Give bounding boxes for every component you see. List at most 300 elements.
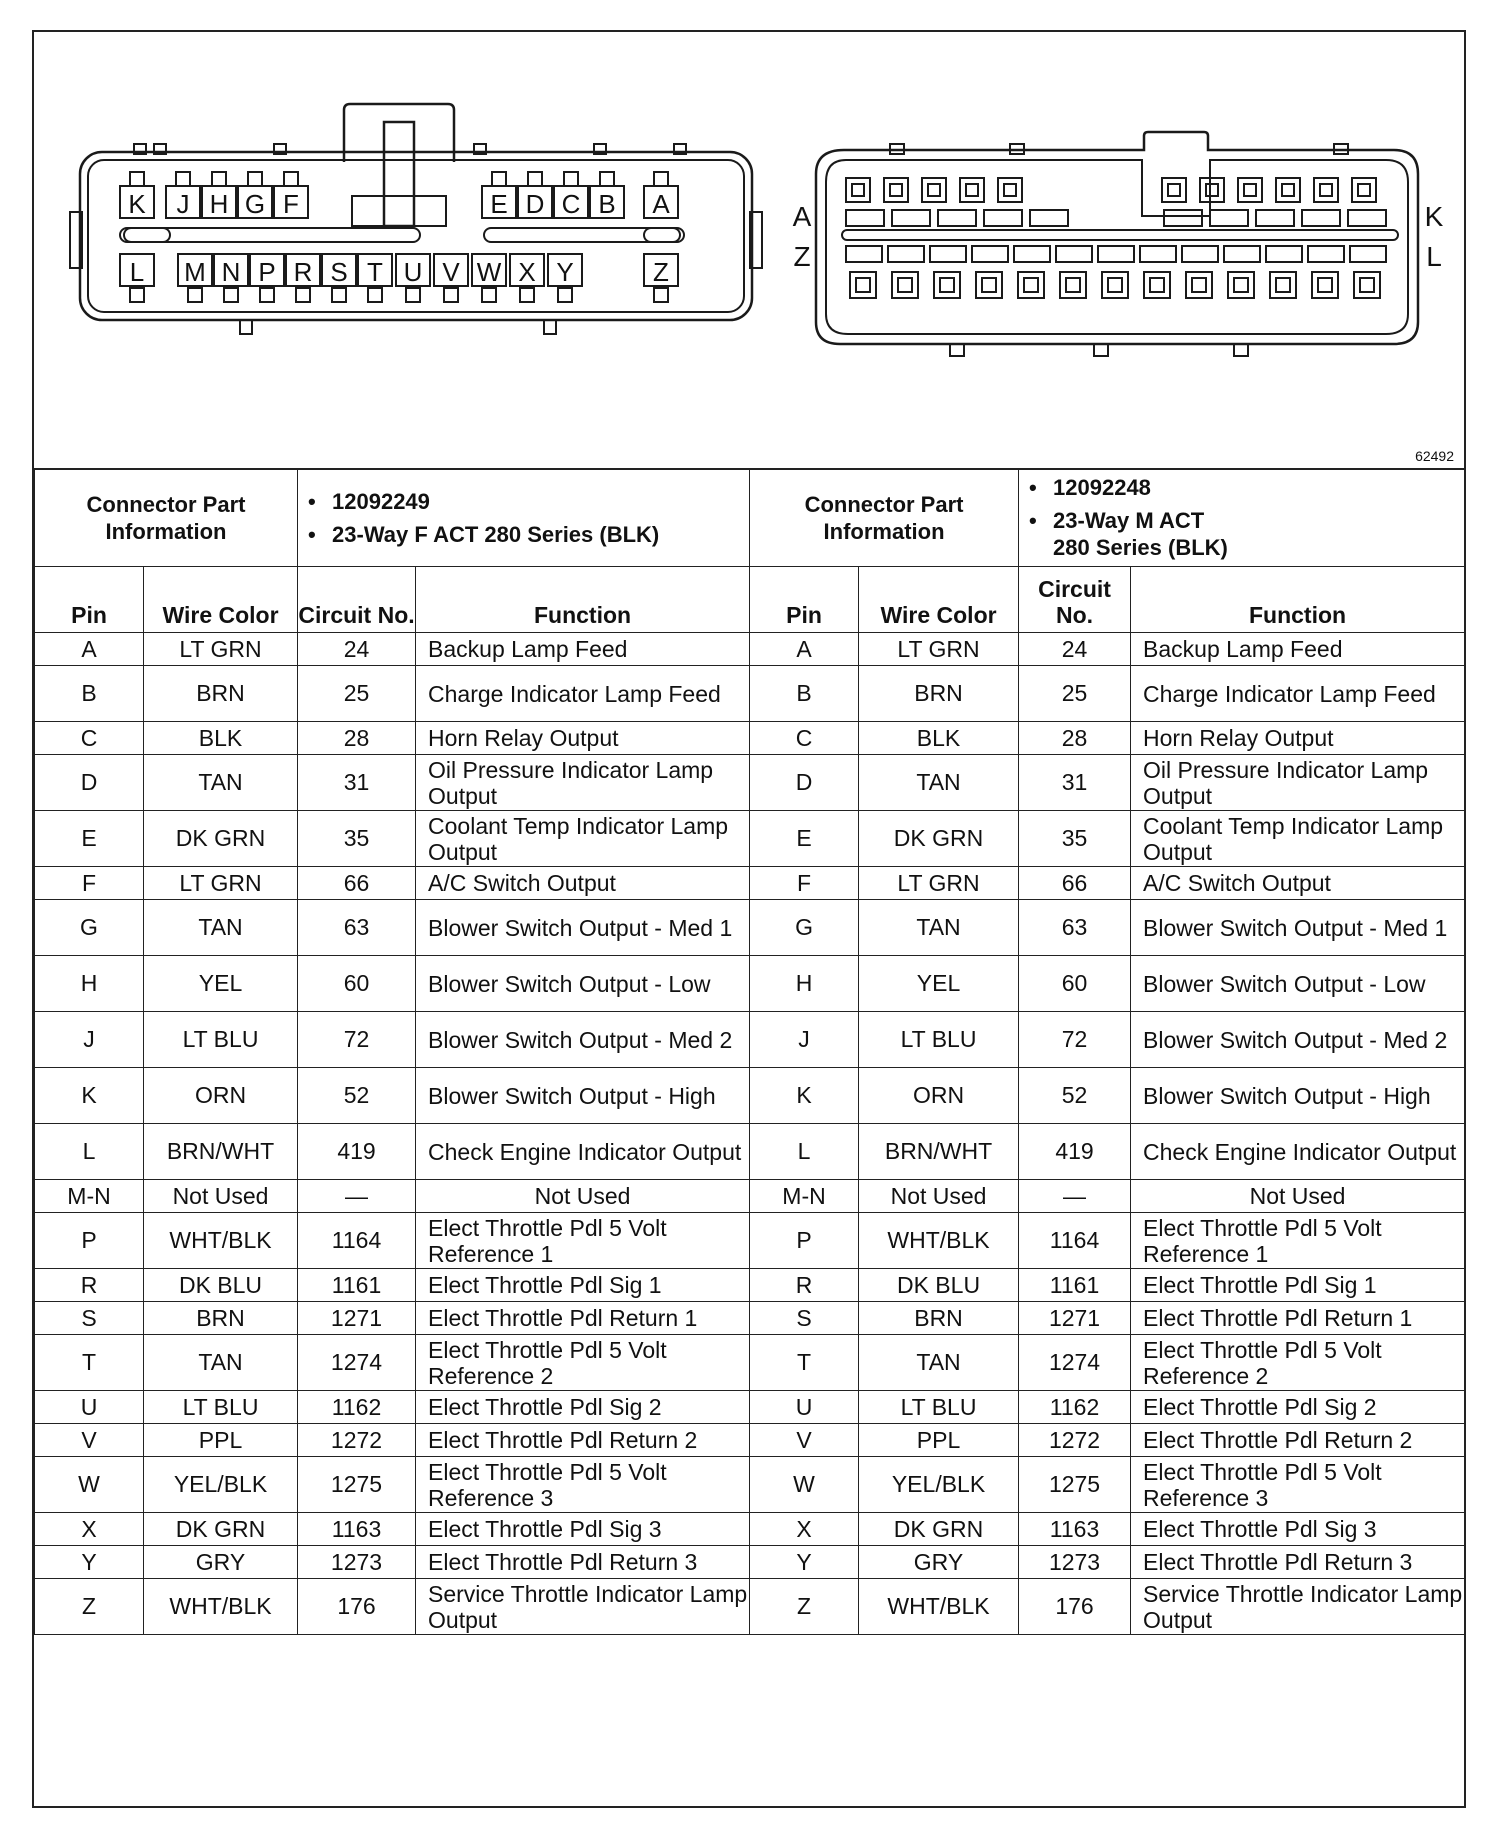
right-function-cell: Elect Throttle Pdl Return 2 [1131, 1424, 1465, 1457]
female-pin-label-G: G [244, 189, 266, 219]
male-bottom-terminal [1360, 278, 1374, 292]
female-terminal-J [176, 172, 190, 186]
right-circuit-cell: 72 [1019, 1012, 1131, 1068]
pinout-rows [35, 633, 1465, 1635]
male-connector-body [816, 132, 1418, 344]
left-wire-color-cell: GRY [144, 1546, 298, 1579]
left-pin-cell: A [35, 633, 144, 666]
male-bottom-cavity [1312, 272, 1338, 298]
left-wire-color-cell: WHT/BLK [144, 1579, 298, 1635]
right-function-cell: Horn Relay Output [1131, 722, 1465, 755]
left-function-header: Function [416, 567, 750, 633]
left-pin-cell: U [35, 1391, 144, 1424]
left-pin-cell: D [35, 755, 144, 811]
female-pin-label-X: X [518, 257, 536, 287]
female-pin-label-M: M [184, 257, 206, 287]
female-terminal-A [654, 172, 668, 186]
right-circuit-cell: 1274 [1019, 1335, 1131, 1391]
left-function-cell: Elect Throttle Pdl 5 Volt Reference 3 [416, 1457, 750, 1513]
left-circuit-cell: 176 [298, 1579, 416, 1635]
left-function-cell: Oil Pressure Indicator Lamp Output [416, 755, 750, 811]
female-pin-label-V: V [442, 257, 460, 287]
left-wire-color-cell: BRN/WHT [144, 1124, 298, 1180]
female-pin-label-H: H [209, 189, 229, 219]
left-pin-cell: S [35, 1302, 144, 1335]
male-bottom-terminal [1276, 278, 1290, 292]
female-pin-label-N: N [221, 257, 241, 287]
right-circuit-cell: 1164 [1019, 1213, 1131, 1269]
female-bottom-locator [240, 320, 252, 334]
right-part-description: • 23-Way M ACT 280 Series (BLK) [1053, 507, 1243, 561]
female-pin-label-Z: Z [653, 257, 669, 287]
male-row-slot [1308, 246, 1344, 262]
male-row-slot [1302, 210, 1340, 226]
right-function-cell: Oil Pressure Indicator Lamp Output [1131, 755, 1465, 811]
male-top-cavity [1352, 178, 1376, 202]
left-circuit-cell: 35 [298, 811, 416, 867]
male-row-slot [1210, 210, 1248, 226]
male-side-label-l: L [1426, 241, 1442, 272]
left-wire-color-cell: DK BLU [144, 1269, 298, 1302]
female-lock-tab [344, 104, 454, 162]
connector-info-row [35, 469, 1465, 567]
left-function-cell: A/C Switch Output [416, 867, 750, 900]
male-bottom-locator [1094, 344, 1108, 356]
male-row-slot [1348, 210, 1386, 226]
table-row [35, 1457, 1465, 1513]
right-wire-color-cell: ORN [859, 1068, 1019, 1124]
male-row-slot [938, 210, 976, 226]
male-row-slot [1164, 210, 1202, 226]
right-pin-cell: X [750, 1513, 859, 1546]
left-pin-cell: M-N [35, 1180, 144, 1213]
left-info-label: Connector Part Information [35, 469, 298, 567]
right-circuit-header: Circuit No. [1019, 567, 1131, 633]
table-row [35, 666, 1465, 722]
female-pin-label-W: W [476, 257, 502, 287]
left-circuit-cell: 1275 [298, 1457, 416, 1513]
right-function-cell: Service Throttle Indicator Lamp Output [1131, 1579, 1465, 1635]
left-function-cell: Elect Throttle Pdl Sig 2 [416, 1391, 750, 1424]
left-function-cell: Service Throttle Indicator Lamp Output [416, 1579, 750, 1635]
male-top-terminal [1004, 184, 1016, 196]
left-circuit-cell: 66 [298, 867, 416, 900]
left-function-cell: Backup Lamp Feed [416, 633, 750, 666]
right-wire-color-cell: DK BLU [859, 1269, 1019, 1302]
left-circuit-cell: 1274 [298, 1335, 416, 1391]
right-circuit-cell: 1161 [1019, 1269, 1131, 1302]
left-wire-color-cell: DK GRN [144, 1513, 298, 1546]
female-terminal-M [188, 288, 202, 302]
right-circuit-cell: 35 [1019, 811, 1131, 867]
right-pin-cell: F [750, 867, 859, 900]
male-bottom-locator [950, 344, 964, 356]
male-bottom-cavity [1018, 272, 1044, 298]
right-circuit-cell: 31 [1019, 755, 1131, 811]
male-side-label-a: A [792, 201, 812, 232]
left-circuit-cell: 28 [298, 722, 416, 755]
female-terminal-U [406, 288, 420, 302]
right-wire-color-cell: Not Used [859, 1180, 1019, 1213]
column-header-row [35, 567, 1465, 633]
document-sheet [32, 30, 1466, 1808]
table-row [35, 867, 1465, 900]
male-bottom-terminal [1024, 278, 1038, 292]
left-function-cell: Elect Throttle Pdl Return 3 [416, 1546, 750, 1579]
right-wire-color-cell: YEL [859, 956, 1019, 1012]
left-pin-cell: C [35, 722, 144, 755]
female-terminal-H [212, 172, 226, 186]
left-circuit-cell: 24 [298, 633, 416, 666]
right-pin-cell: H [750, 956, 859, 1012]
female-pin-label-U: U [403, 257, 423, 287]
left-function-cell: Check Engine Indicator Output [416, 1124, 750, 1180]
right-pin-cell: V [750, 1424, 859, 1457]
right-part-info [1019, 469, 1465, 567]
left-circuit-cell: 1273 [298, 1546, 416, 1579]
left-function-cell: Blower Switch Output - Med 2 [416, 1012, 750, 1068]
female-connector-inner-outline [88, 160, 744, 312]
table-row [35, 1302, 1465, 1335]
left-wire-color-cell: DK GRN [144, 811, 298, 867]
male-top-cavity [1200, 178, 1224, 202]
left-wire-color-cell: YEL/BLK [144, 1457, 298, 1513]
female-pin-label-C: C [561, 189, 581, 219]
table-row [35, 956, 1465, 1012]
table-row [35, 1124, 1465, 1180]
male-top-terminal [890, 184, 902, 196]
right-function-cell: Check Engine Indicator Output [1131, 1124, 1465, 1180]
male-bottom-terminal [1192, 278, 1206, 292]
right-circuit-cell: 25 [1019, 666, 1131, 722]
left-pin-cell: L [35, 1124, 144, 1180]
right-wire-color-cell: TAN [859, 1335, 1019, 1391]
male-top-terminal [1282, 184, 1294, 196]
right-function-cell: Elect Throttle Pdl Return 1 [1131, 1302, 1465, 1335]
left-function-cell: Not Used [416, 1180, 750, 1213]
right-pin-cell: M-N [750, 1180, 859, 1213]
right-wire-color-cell: PPL [859, 1424, 1019, 1457]
female-terminal-C [564, 172, 578, 186]
right-circuit-cell: 52 [1019, 1068, 1131, 1124]
male-bottom-terminal [898, 278, 912, 292]
female-lock-stem [384, 122, 414, 226]
female-pin-label-P: P [258, 257, 276, 287]
right-info-label: Connector Part Information [750, 469, 1019, 567]
left-wire-color-cell: LT BLU [144, 1391, 298, 1424]
left-pin-cell: Y [35, 1546, 144, 1579]
right-circuit-cell: 60 [1019, 956, 1131, 1012]
female-terminal-N [224, 288, 238, 302]
right-circuit-cell: 1162 [1019, 1391, 1131, 1424]
female-terminal-Y [558, 288, 572, 302]
right-wire-color-cell: DK GRN [859, 811, 1019, 867]
male-bottom-terminal [856, 278, 870, 292]
left-function-cell: Elect Throttle Pdl 5 Volt Reference 1 [416, 1213, 750, 1269]
male-bottom-locator [1234, 344, 1248, 356]
table-row [35, 1068, 1465, 1124]
right-wire-color-header: Wire Color [859, 567, 1019, 633]
left-circuit-header: Circuit No. [298, 567, 416, 633]
male-top-terminal [966, 184, 978, 196]
male-bottom-terminal [982, 278, 996, 292]
female-connector-body [80, 152, 752, 320]
right-function-cell: Blower Switch Output - Med 2 [1131, 1012, 1465, 1068]
pinout-table [34, 468, 1465, 1635]
left-pin-cell: T [35, 1335, 144, 1391]
right-pin-cell: B [750, 666, 859, 722]
table-row [35, 1513, 1465, 1546]
left-pin-cell: E [35, 811, 144, 867]
female-pin-label-Y: Y [556, 257, 574, 287]
right-circuit-cell: — [1019, 1180, 1131, 1213]
male-top-terminal [1244, 184, 1256, 196]
right-pin-header: Pin [750, 567, 859, 633]
right-pin-cell: Z [750, 1579, 859, 1635]
right-function-cell: Coolant Temp Indicator Lamp Output [1131, 811, 1465, 867]
right-wire-color-cell: GRY [859, 1546, 1019, 1579]
left-circuit-cell: 1164 [298, 1213, 416, 1269]
male-bottom-cavity [1354, 272, 1380, 298]
left-wire-color-cell: WHT/BLK [144, 1213, 298, 1269]
connector-figure [34, 32, 1464, 470]
left-circuit-cell: 25 [298, 666, 416, 722]
left-part-description: • 23-Way F ACT 280 Series (BLK) [332, 521, 749, 548]
left-wire-color-cell: LT GRN [144, 867, 298, 900]
right-wire-color-cell: BLK [859, 722, 1019, 755]
female-pin-label-L: L [129, 257, 145, 287]
male-row-slot [846, 246, 882, 262]
right-wire-color-cell: TAN [859, 755, 1019, 811]
male-top-cavity [960, 178, 984, 202]
left-wire-color-cell: TAN [144, 755, 298, 811]
right-wire-color-cell: BRN [859, 666, 1019, 722]
female-pin-label-T: T [367, 257, 383, 287]
female-separator-small [124, 228, 170, 242]
male-row-slot [1030, 210, 1068, 226]
right-circuit-cell: 1272 [1019, 1424, 1131, 1457]
female-pin-label-D: D [525, 189, 545, 219]
left-wire-color-cell: BRN [144, 666, 298, 722]
right-wire-color-cell: WHT/BLK [859, 1213, 1019, 1269]
left-pin-cell: V [35, 1424, 144, 1457]
left-pin-cell: X [35, 1513, 144, 1546]
right-pin-cell: K [750, 1068, 859, 1124]
female-pin-label-F: F [283, 189, 299, 219]
right-function-cell: Elect Throttle Pdl 5 Volt Reference 2 [1131, 1335, 1465, 1391]
left-function-cell: Elect Throttle Pdl Sig 3 [416, 1513, 750, 1546]
right-function-cell: Blower Switch Output - Med 1 [1131, 900, 1465, 956]
male-bottom-cavity [1270, 272, 1296, 298]
male-row-slot [1256, 210, 1294, 226]
left-wire-color-header: Wire Color [144, 567, 298, 633]
left-circuit-cell: 1271 [298, 1302, 416, 1335]
right-function-cell: Elect Throttle Pdl Sig 3 [1131, 1513, 1465, 1546]
female-bottom-locator [544, 320, 556, 334]
left-circuit-cell: 52 [298, 1068, 416, 1124]
right-pin-cell: C [750, 722, 859, 755]
left-function-cell: Elect Throttle Pdl 5 Volt Reference 2 [416, 1335, 750, 1391]
left-function-cell: Elect Throttle Pdl Return 1 [416, 1302, 750, 1335]
left-wire-color-cell: LT BLU [144, 1012, 298, 1068]
left-pin-cell: R [35, 1269, 144, 1302]
left-part-info [298, 469, 750, 567]
female-terminal-R [296, 288, 310, 302]
left-wire-color-cell: ORN [144, 1068, 298, 1124]
male-row-slot [984, 210, 1022, 226]
male-bottom-terminal [1150, 278, 1164, 292]
male-top-cavity [1314, 178, 1338, 202]
right-pin-cell: E [750, 811, 859, 867]
table-row [35, 811, 1465, 867]
female-pin-label-E: E [490, 189, 508, 219]
female-lock-base [352, 196, 446, 226]
left-pin-cell: J [35, 1012, 144, 1068]
connector-drawing [34, 32, 1464, 468]
table-row [35, 1269, 1465, 1302]
right-function-cell: Elect Throttle Pdl Sig 2 [1131, 1391, 1465, 1424]
female-terminal-K [130, 172, 144, 186]
right-circuit-cell: 1273 [1019, 1546, 1131, 1579]
male-row-slot [1224, 246, 1260, 262]
right-pin-cell: S [750, 1302, 859, 1335]
right-circuit-cell: 1275 [1019, 1457, 1131, 1513]
male-top-cavity [1238, 178, 1262, 202]
male-top-cavity [998, 178, 1022, 202]
left-function-cell: Blower Switch Output - Low [416, 956, 750, 1012]
female-terminal-L [130, 288, 144, 302]
male-bottom-terminal [1234, 278, 1248, 292]
table-row [35, 755, 1465, 811]
right-function-cell: Elect Throttle Pdl 5 Volt Reference 3 [1131, 1457, 1465, 1513]
right-function-cell: Blower Switch Output - Low [1131, 956, 1465, 1012]
right-wire-color-cell: LT GRN [859, 867, 1019, 900]
male-bottom-cavity [1186, 272, 1212, 298]
left-wire-color-cell: Not Used [144, 1180, 298, 1213]
female-terminal-Z [654, 288, 668, 302]
left-function-cell: Blower Switch Output - High [416, 1068, 750, 1124]
male-top-terminal [1358, 184, 1370, 196]
left-wire-color-cell: TAN [144, 1335, 298, 1391]
male-row-slot [888, 246, 924, 262]
left-pin-cell: W [35, 1457, 144, 1513]
left-pin-cell: H [35, 956, 144, 1012]
male-row-slot [930, 246, 966, 262]
table-row [35, 1424, 1465, 1457]
right-circuit-cell: 66 [1019, 867, 1131, 900]
left-pin-cell: Z [35, 1579, 144, 1635]
left-circuit-cell: 1161 [298, 1269, 416, 1302]
left-circuit-cell: 419 [298, 1124, 416, 1180]
male-row-slot [1350, 246, 1386, 262]
right-circuit-cell: 1271 [1019, 1302, 1131, 1335]
male-bottom-cavity [892, 272, 918, 298]
male-row-slot [846, 210, 884, 226]
male-top-terminal [928, 184, 940, 196]
right-circuit-cell: 28 [1019, 722, 1131, 755]
male-separator [842, 230, 1398, 240]
right-pin-cell: A [750, 633, 859, 666]
right-pin-cell: W [750, 1457, 859, 1513]
male-top-terminal [852, 184, 864, 196]
female-pin-label-J: J [176, 189, 190, 219]
left-function-cell: Elect Throttle Pdl Sig 1 [416, 1269, 750, 1302]
male-bottom-terminal [1318, 278, 1332, 292]
right-wire-color-cell: BRN/WHT [859, 1124, 1019, 1180]
left-pin-cell: G [35, 900, 144, 956]
female-pin-label-A: A [652, 189, 670, 219]
table-row [35, 1391, 1465, 1424]
table-row [35, 1180, 1465, 1213]
right-function-cell: A/C Switch Output [1131, 867, 1465, 900]
female-pin-label-S: S [330, 257, 348, 287]
female-terminal-V [444, 288, 458, 302]
right-pin-cell: D [750, 755, 859, 811]
male-top-terminal [1320, 184, 1332, 196]
table-row [35, 1213, 1465, 1269]
male-bottom-cavity [1144, 272, 1170, 298]
male-bottom-cavity [1060, 272, 1086, 298]
male-row-slot [1056, 246, 1092, 262]
left-function-cell: Blower Switch Output - Med 1 [416, 900, 750, 956]
male-row-slot [1098, 246, 1134, 262]
male-bottom-terminal [1066, 278, 1080, 292]
male-row-slot [1014, 246, 1050, 262]
male-row-slot [892, 210, 930, 226]
male-top-cavity [1162, 178, 1186, 202]
female-pin-label-B: B [598, 189, 616, 219]
female-separator-right [484, 228, 680, 242]
right-pin-cell: P [750, 1213, 859, 1269]
male-bottom-cavity [976, 272, 1002, 298]
female-pin-label-R: R [293, 257, 313, 287]
male-top-cavity [922, 178, 946, 202]
female-terminal-F [284, 172, 298, 186]
right-wire-color-cell: BRN [859, 1302, 1019, 1335]
right-pin-cell: U [750, 1391, 859, 1424]
female-terminal-W [482, 288, 496, 302]
female-terminal-G [248, 172, 262, 186]
figure-id: 62492 [1415, 448, 1454, 464]
female-separator-left [120, 228, 420, 242]
right-circuit-cell: 176 [1019, 1579, 1131, 1635]
male-row-slot [1182, 246, 1218, 262]
male-top-terminal [1206, 184, 1218, 196]
left-circuit-cell: 1272 [298, 1424, 416, 1457]
left-wire-color-cell: PPL [144, 1424, 298, 1457]
right-wire-color-cell: LT GRN [859, 633, 1019, 666]
right-function-cell: Elect Throttle Pdl Return 3 [1131, 1546, 1465, 1579]
right-circuit-cell: 1163 [1019, 1513, 1131, 1546]
left-pin-cell: B [35, 666, 144, 722]
right-function-header: Function [1131, 567, 1465, 633]
left-function-cell: Horn Relay Output [416, 722, 750, 755]
male-top-cavity [1276, 178, 1300, 202]
left-function-cell: Charge Indicator Lamp Feed [416, 666, 750, 722]
right-function-cell: Charge Indicator Lamp Feed [1131, 666, 1465, 722]
left-wire-color-cell: TAN [144, 900, 298, 956]
female-terminal-B [600, 172, 614, 186]
left-wire-color-cell: BLK [144, 722, 298, 755]
left-circuit-cell: 63 [298, 900, 416, 956]
left-function-cell: Coolant Temp Indicator Lamp Output [416, 811, 750, 867]
left-circuit-cell: 60 [298, 956, 416, 1012]
right-pin-cell: R [750, 1269, 859, 1302]
left-circuit-cell: 1162 [298, 1391, 416, 1424]
right-pin-cell: G [750, 900, 859, 956]
right-function-cell: Elect Throttle Pdl Sig 1 [1131, 1269, 1465, 1302]
right-wire-color-cell: LT BLU [859, 1012, 1019, 1068]
